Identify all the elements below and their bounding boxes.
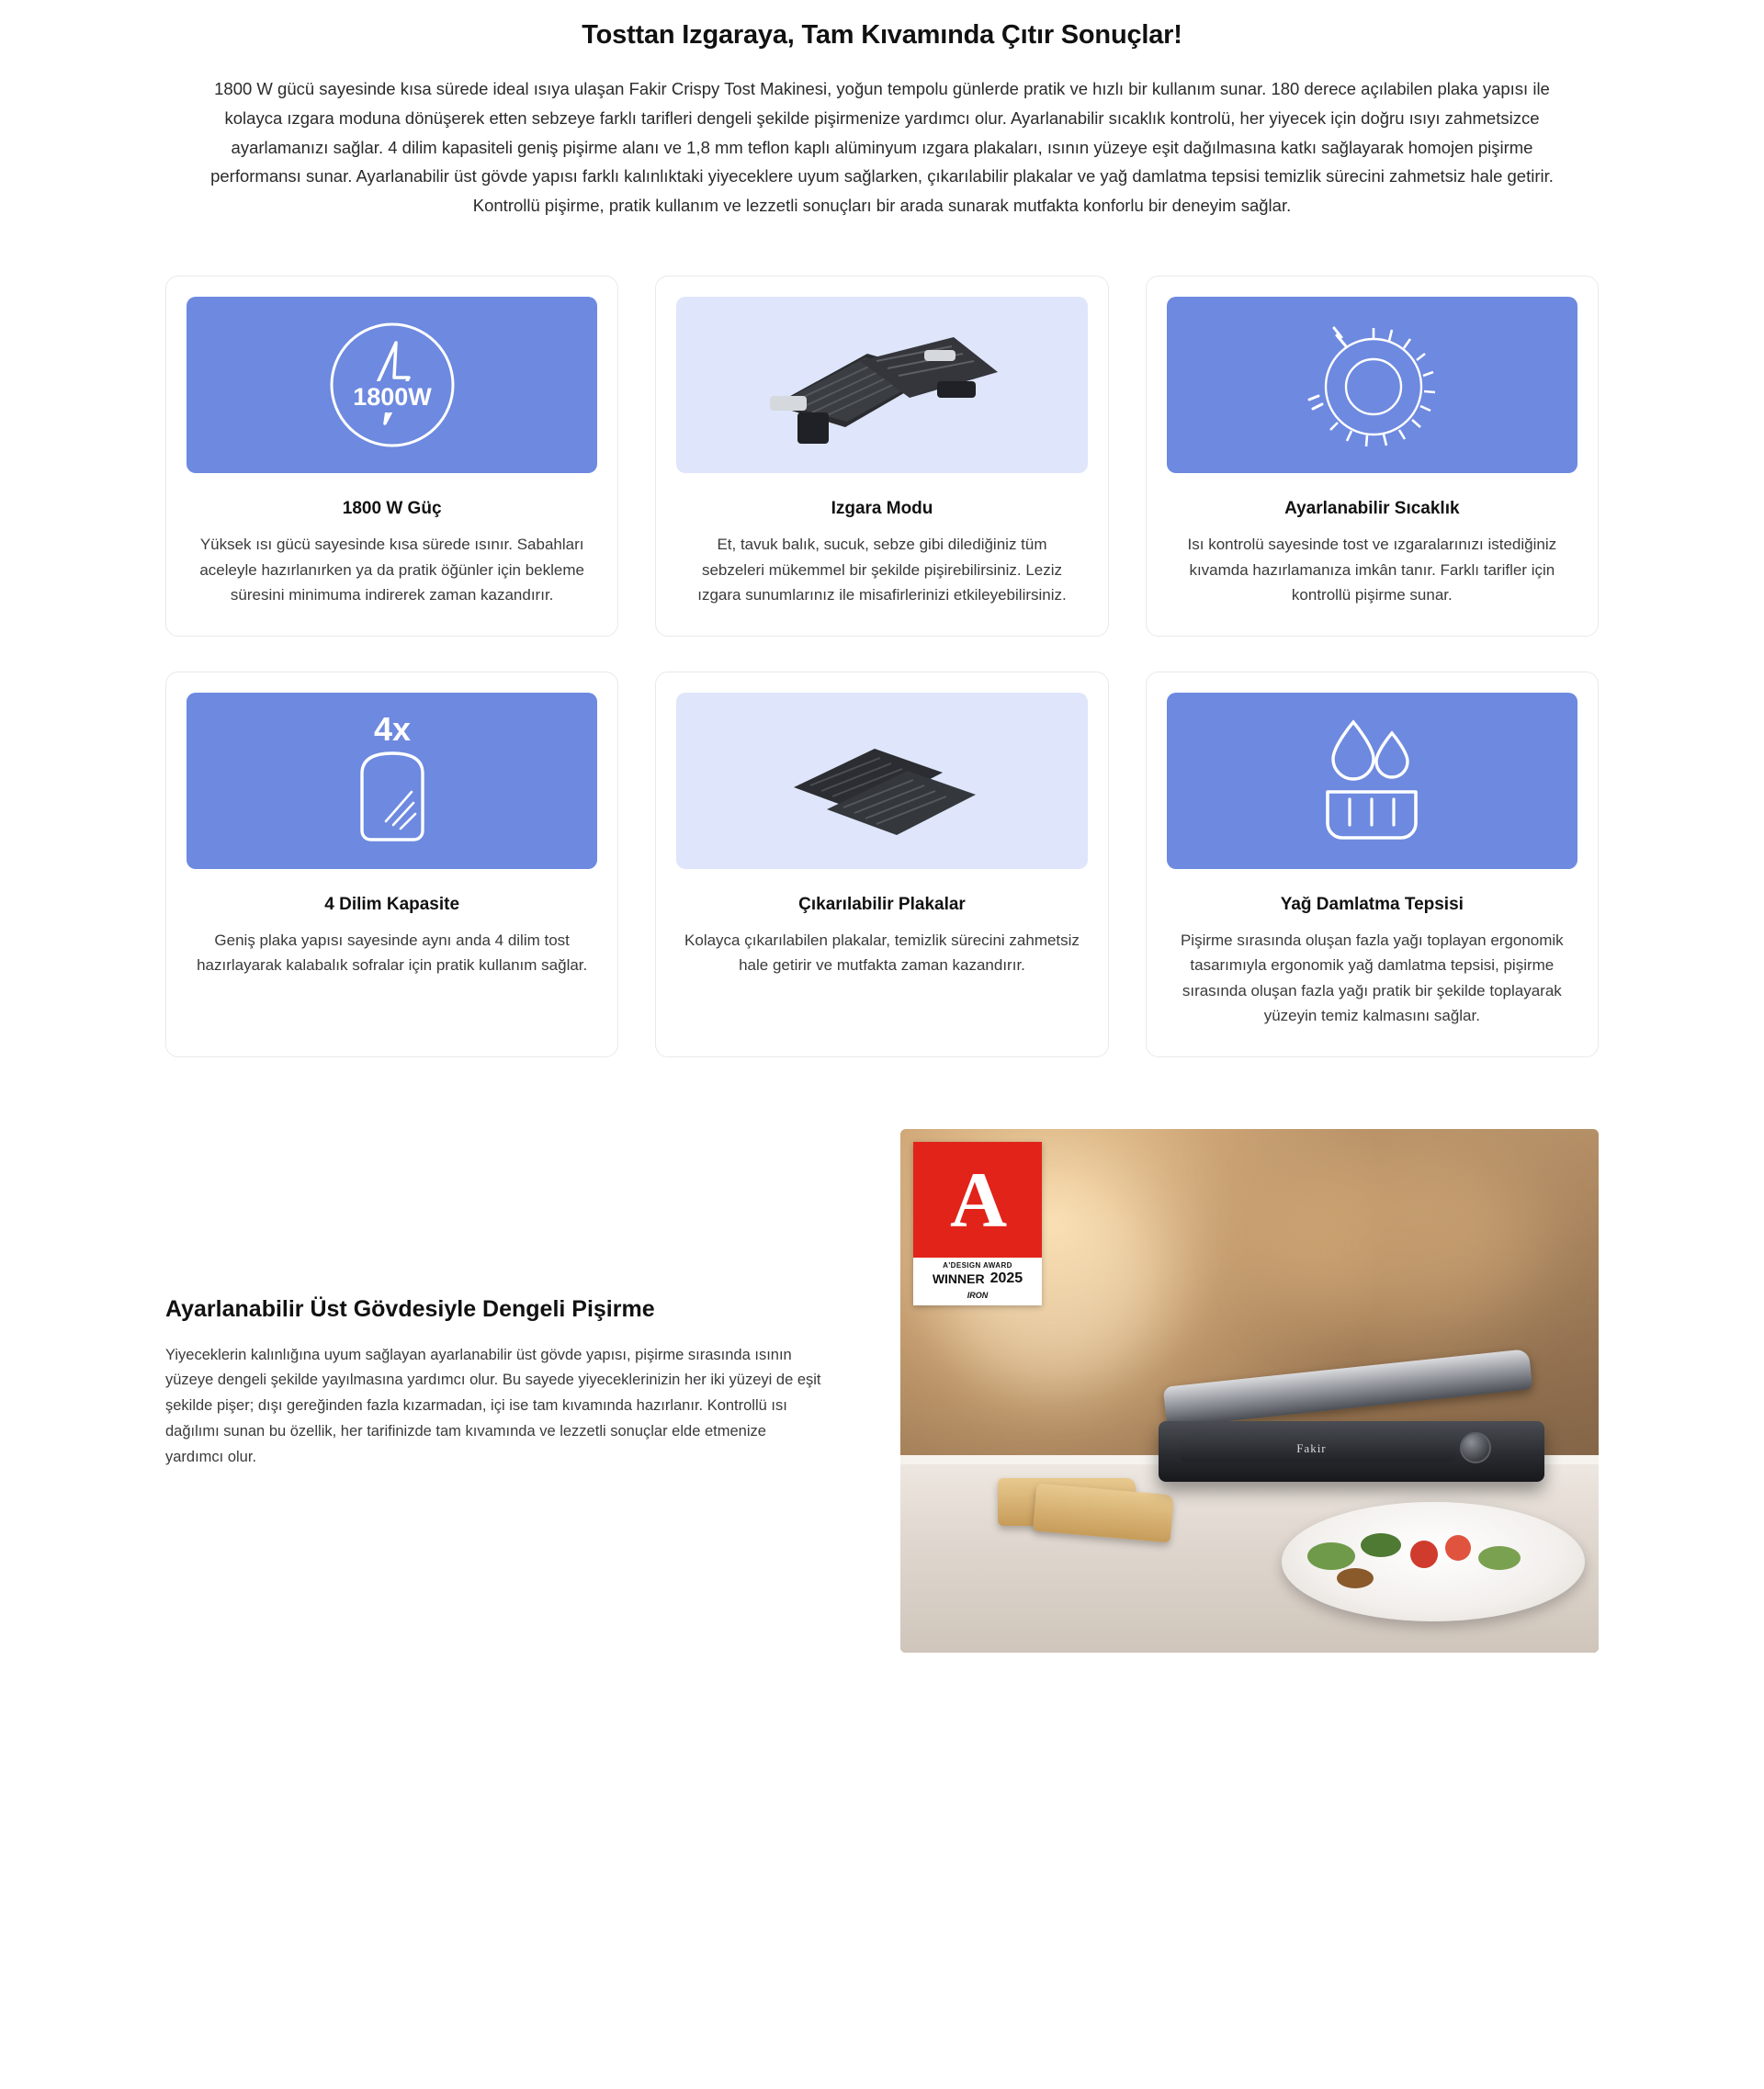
toasted-sandwich <box>998 1478 1172 1542</box>
feature-grid <box>165 276 1599 1057</box>
feature-text-power: Yüksek ısı gücü sayesinde kısa sürede ısınır. Sabahları aceleyle hazırlanırken ya da pratik öğünler için bekleme süresini minimuma indirerek zaman kazandırır. <box>199 536 584 604</box>
intro-section <box>0 0 1764 220</box>
grilled-tomato <box>1410 1541 1438 1568</box>
grilled-vegetable <box>1361 1533 1401 1557</box>
removable-plates-icon <box>763 712 1001 850</box>
feature-media-drip-tray <box>1167 693 1577 869</box>
oil-drip-tray-icon <box>1289 707 1454 854</box>
temperature-knob <box>1460 1432 1491 1463</box>
adjustable-body-copy <box>165 1296 864 1485</box>
feature-card-power <box>165 276 618 637</box>
feature-media-removable-plates <box>676 693 1087 869</box>
section-paragraph: Yiyeceklerin kalınlığına uyum sağlayan ayarlanabilir üst gövde yapısı, pişirme sırasında ısının yüzeye dengeli şekilde yayılmasına yardımcı olur. Bu sayede yiyeceklerinizin her iki yüzeyi de eşit şekilde pişer; dışı gereğinden fazla kızarmadan, içi ise tam kıvamında hazırlanır. Kontrollü ısı dağılımı sunan bu özellik, her tarifinizde tam kıvamında ve lezzetli sonuçlar elde etmenize yardımcı olur. <box>165 1346 821 1465</box>
feature-badge-capacity: 4x <box>373 709 411 748</box>
grill-open-icon <box>744 311 1020 458</box>
grilled-tomato <box>1445 1535 1471 1561</box>
feature-media-capacity <box>187 693 597 869</box>
a-design-award-badge <box>913 1142 1042 1305</box>
sandwich-slice <box>1033 1483 1174 1542</box>
award-logo-block <box>913 1142 1042 1258</box>
feature-title-grill-mode: Izgara Modu <box>831 499 933 519</box>
brand-label: Fakir <box>1296 1440 1327 1455</box>
photo-bokeh-right <box>1267 1150 1543 1334</box>
award-winner-label: WINNER <box>932 1270 985 1286</box>
award-category: IRON <box>967 1290 989 1300</box>
grilled-vegetable <box>1478 1546 1521 1570</box>
page-title: Tosttan Izgaraya, Tam Kıvamında Çıtır Sonuçlar! <box>582 20 1182 50</box>
feature-card-capacity <box>165 672 618 1057</box>
intro-paragraph: 1800 W gücü sayesinde kısa sürede ideal ısıya ulaşan Fakir Crispy Tost Makinesi, yoğun tempolu günlerde pratik ve hızlı bir kullanım sunar. 180 derece açılabilen plaka yapısı ile kolayca ızgara moduna dönüşerek etten sebzeye farklı tarifleri dengeli şekilde pişirmenize yardımcı olur. Ayarlanabilir sıcaklık kontrolü, her yiyecek için doğru ısıyı zahmetsizce ayarlamanızı sağlar. 4 dilim kapasiteli geniş pişirme alanı ve 1,8 mm teflon kaplı alüminyum ızgara plakaları, ısının yüzeye eşit dağılmasına katkı sağlayarak homojen pişirme performansı sunar. Ayarlanabilir üst gövde yapısı farklı kalınlıktaki yiyeceklere uyum sağlarken, çıkarılabilir plakalar ve yağ damlatma tepsisi temizlik sürecini zahmetsiz hale getirir. Kontrollü pişirme, pratik kullanım ve lezzetli sonuçları bir arada sunarak mutfakta konforlu bir deneyim sağlar. <box>210 79 1554 216</box>
toaster-grill-product <box>1159 1368 1554 1496</box>
feature-media-power <box>187 297 597 473</box>
feature-text-temperature: Isı kontrolü sayesinde tost ve ızgaralarınızı istediğiniz kıvamda hazırlamanıza imkân tanır. Farklı tarifler için kontrollü pişirme sunar. <box>1187 536 1557 604</box>
feature-card-drip-tray <box>1146 672 1599 1057</box>
product-lifestyle-photo <box>900 1129 1599 1653</box>
feature-text-grill-mode: Et, tavuk balık, sucuk, sebze gibi dilediğiniz tüm sebzeleri mükemmel bir şekilde pişirebilirsiniz. Leziz ızgara sunumlarınız ile misafirlerinizi etkileyebilirsiniz. <box>697 536 1067 604</box>
thermostat-dial-icon <box>1289 311 1454 458</box>
grilled-meat <box>1337 1568 1374 1588</box>
feature-card-grill-mode <box>655 276 1108 637</box>
section-title: Ayarlanabilir Üst Gövdesiyle Dengeli Pişirme <box>165 1295 655 1322</box>
feature-text-drip-tray: Pişirme sırasında oluşan fazla yağı toplayan ergonomik tasarımıyla ergonomik yağ damlatma tepsisi, pişirme sırasında oluşan fazla yağı pratik bir şekilde toplayarak yüzeyin temiz kalmasını sağlar. <box>1180 931 1564 1025</box>
feature-title-power: 1800 W Güç <box>342 499 442 519</box>
feature-badge-power: 1800W <box>352 383 432 412</box>
feature-media-grill-mode <box>676 297 1087 473</box>
serving-plate <box>1282 1502 1585 1621</box>
adjustable-body-section <box>165 1129 1599 1653</box>
feature-media-temperature <box>1167 297 1577 473</box>
feature-card-removable-plates <box>655 672 1108 1057</box>
feature-text-removable-plates: Kolayca çıkarılabilen plakalar, temizlik sürecini zahmetsiz hale getirir ve mutfakta zaman kazandırır. <box>684 931 1080 975</box>
feature-text-capacity: Geniş plaka yapısı sayesinde aynı anda 4 dilim tost hazırlayarak kalabalık sofralar için pratik kullanım sağlar. <box>197 931 588 975</box>
power-bolt-icon <box>319 311 466 458</box>
feature-card-temperature <box>1146 276 1599 637</box>
feature-title-drip-tray: Yağ Damlatma Tepsisi <box>1280 894 1464 914</box>
award-letter: A <box>949 1155 1006 1244</box>
award-winner-row <box>913 1270 1042 1291</box>
grill-base <box>1159 1421 1544 1482</box>
award-caption: A'DESIGN AWARD <box>943 1260 1012 1270</box>
grilled-vegetable <box>1307 1542 1355 1570</box>
feature-title-capacity: 4 Dilim Kapasite <box>324 894 460 914</box>
bread-slice-icon <box>314 704 470 858</box>
award-year: 2025 <box>989 1270 1023 1286</box>
grill-lid <box>1163 1349 1532 1428</box>
feature-title-removable-plates: Çıkarılabilir Plakalar <box>798 894 966 914</box>
feature-title-temperature: Ayarlanabilir Sıcaklık <box>1284 499 1460 519</box>
